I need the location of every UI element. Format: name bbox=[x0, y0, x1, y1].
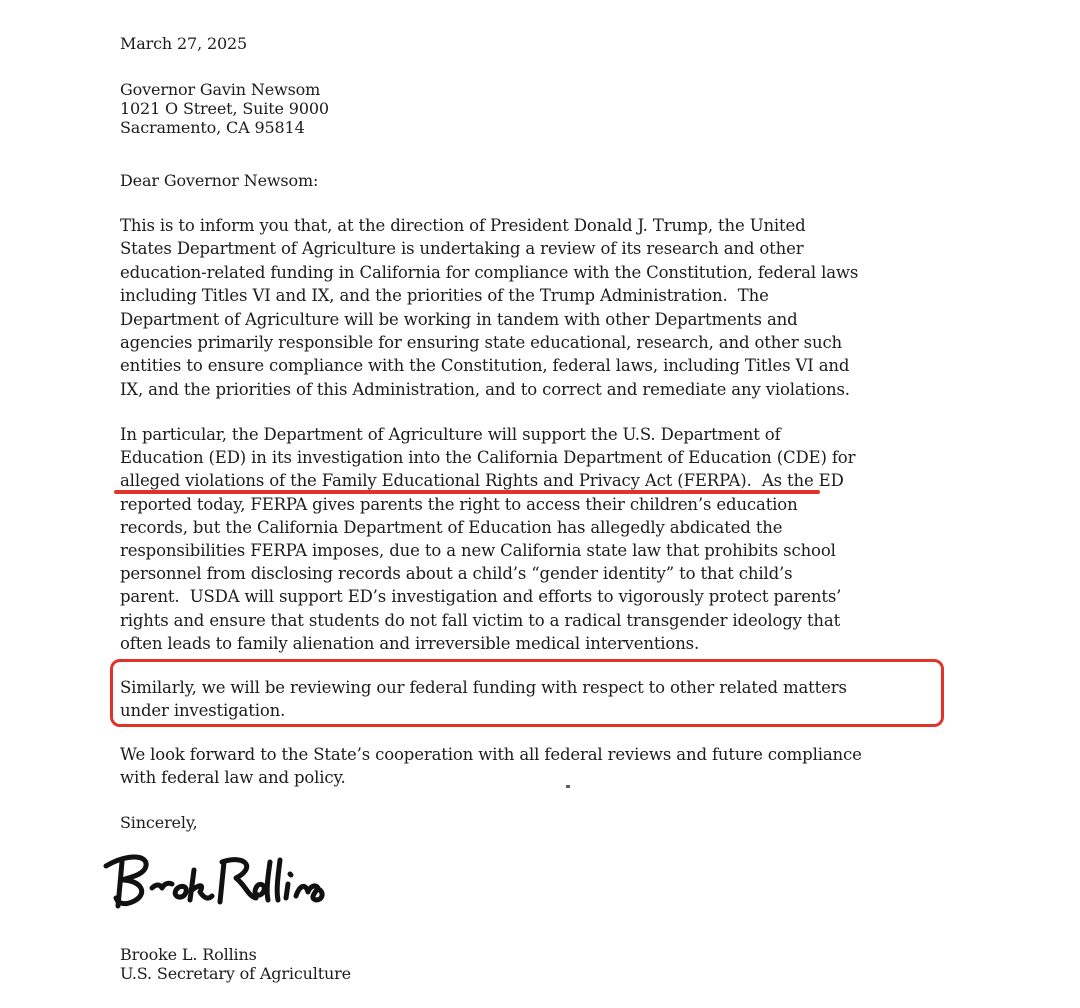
red-underline-annotation bbox=[114, 490, 820, 494]
recipient-address bbox=[120, 80, 329, 137]
salutation-text: Dear Governor Newsom: bbox=[120, 171, 319, 190]
address-line: Sacramento, CA 95814 bbox=[120, 118, 305, 137]
red-box-annotation bbox=[110, 659, 944, 727]
address-line: 1021 O Street, Suite 9000 bbox=[120, 99, 329, 118]
signer-block bbox=[120, 945, 351, 983]
paragraph-line: often leads to family alienation and irreversible medical interventions. bbox=[120, 633, 700, 653]
scan-speck bbox=[566, 785, 570, 788]
paragraph-line: In particular, the Department of Agriculture will support the U.S. Department of bbox=[120, 425, 781, 444]
letter-date bbox=[120, 34, 247, 53]
paragraph-line: education-related funding in California for compliance with the Constitution, federal laws bbox=[120, 262, 859, 282]
paragraph-2 bbox=[120, 423, 855, 655]
closing bbox=[120, 813, 198, 832]
paragraph-line: responsibilities FERPA imposes, due to a new California state law that prohibits school bbox=[120, 541, 836, 561]
paragraph-line: Department of Agriculture will be working in tandem with other Departments and bbox=[120, 309, 798, 329]
signer-name: Brooke L. Rollins bbox=[120, 945, 257, 964]
salutation bbox=[120, 171, 318, 190]
paragraph-line: records, but the California Department of Education has allegedly abdicated the bbox=[120, 517, 783, 537]
paragraph-line: entities to ensure compliance with the Constitution, federal laws, including Titles VI and bbox=[120, 356, 850, 376]
paragraph-line: with federal law and policy. bbox=[120, 768, 346, 788]
paragraph-line: under investigation. bbox=[120, 701, 286, 721]
paragraph-line: Education (ED) in its investigation into the California Department of Education (CDE) for bbox=[120, 448, 856, 468]
paragraph-1 bbox=[120, 214, 858, 401]
address-line: Governor Gavin Newsom bbox=[120, 80, 321, 99]
signer-title: U.S. Secretary of Agriculture bbox=[120, 964, 352, 983]
paragraph-line: including Titles VI and IX, and the priorities of the Trump Administration. The bbox=[120, 286, 769, 306]
closing-text: Sincerely, bbox=[120, 813, 198, 832]
handwritten-signature bbox=[96, 840, 336, 918]
paragraph-line: rights and ensure that students do not fall victim to a radical transgender ideology that bbox=[120, 610, 841, 630]
date-text: March 27, 2025 bbox=[120, 34, 248, 53]
paragraph-line: This is to inform you that, at the direction of President Donald J. Trump, the United bbox=[120, 216, 806, 235]
paragraph-line: States Department of Agriculture is undertaking a review of its research and other bbox=[120, 239, 804, 259]
paragraph-4 bbox=[120, 743, 862, 790]
paragraph-line: Similarly, we will be reviewing our federal funding with respect to other related matters bbox=[120, 678, 847, 697]
paragraph-line: reported today, FERPA gives parents the right to access their children’s education bbox=[120, 494, 798, 514]
paragraph-line: IX, and the priorities of this Administration, and to correct and remediate any violations. bbox=[120, 379, 850, 399]
paragraph-line: agencies primarily responsible for ensuring state educational, research, and other such bbox=[120, 333, 843, 353]
paragraph-line: parent. USDA will support ED’s investigation and efforts to vigorously protect parents’ bbox=[120, 587, 842, 607]
paragraph-line: We look forward to the State’s cooperation with all federal reviews and future compliance bbox=[120, 745, 862, 764]
paragraph-line: alleged violations of the Family Educational Rights and Privacy Act (FERPA). As the ED bbox=[120, 471, 844, 491]
paragraph-line: personnel from disclosing records about a child’s “gender identity” to that child’s bbox=[120, 564, 793, 584]
